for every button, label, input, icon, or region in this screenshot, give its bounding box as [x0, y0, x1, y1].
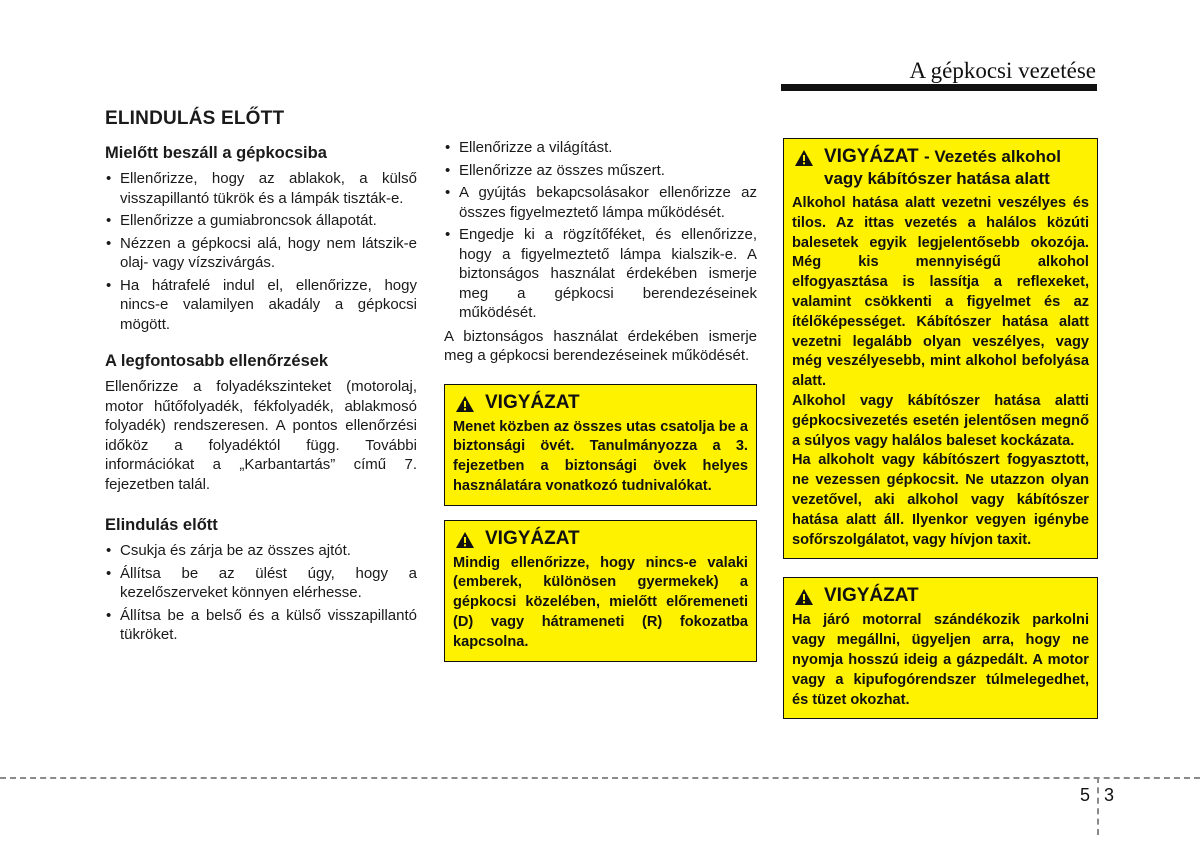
bullet-list	[105, 541, 417, 645]
warning-box-idling	[783, 577, 1098, 719]
footer-divider	[0, 777, 1200, 779]
warning-body: Alkohol vagy kábítószer hatása alatti gépkocsivezetés esetén jelentősen megnő a súlyos vagy halálos baleset kockázata.	[792, 392, 1089, 449]
warning-title	[824, 146, 1089, 190]
warning-triangle-icon	[455, 531, 475, 549]
list-item: • Állítsa be a belső és a külső visszapillantó tükröket.	[105, 606, 417, 645]
warning-box-surroundings	[444, 520, 757, 662]
warning-title-label: VIGYÁZAT	[824, 146, 919, 167]
paragraph: Ellenőrizze a folyadékszinteket (motorolaj, motor hűtőfolyadék, fékfolyadék, ablakmosó folyadék) rendszeresen. A pontos ellenőrzési időköz a folyadéktól függ. További információkat a „Karbantartás” című 7. fejezetben talál.	[105, 378, 417, 493]
warning-body: Menet közben az összes utas csatolja be a biztonsági övét. Tanulmányozza a 3. fejezetben a biztonsági övek helyes használatára vonatkozó tudnivalókat.	[453, 418, 748, 494]
section-important-checks	[105, 352, 417, 494]
column-3	[783, 138, 1098, 733]
warning-title: VIGYÁZAT	[485, 391, 580, 413]
bullet-list	[444, 138, 757, 323]
page-number-divider	[1097, 777, 1099, 835]
list-item: • Ha hátrafelé indul el, ellenőrizze, hogy nincs-e valamilyen akadály a gépkocsi mögött.	[105, 276, 417, 335]
warning-body: Ha alkoholt vagy kábítószert fogyasztott, ne vezessen gépkocsit. Ne utazzon olyan vezetővel, aki alkohol vagy kábítószer hatása alatt áll. Ilyenkor vegyen igénybe sofőrszolgálatot, vagy hívjon taxit.	[792, 452, 1089, 548]
subsection-title: Mielőtt beszáll a gépkocsiba	[105, 144, 327, 162]
list-item: • A gyújtás bekapcsolásakor ellenőrizze az összes figyelmeztető lámpa működését.	[444, 183, 757, 222]
warning-body: Alkohol hatása alatt vezetni veszélyes és tilos. Az ittas vezetés a halálos közúti balesetek egyik legjelentősebb okozója. Még kis mennyiségű alkohol elfogyasztása is lassítja a reflexeket, valamint csökkenti a figyelmet és az ítélőképességet. Kábítószer hatása alatt vezetni legalább olyan veszélyes, vagy még veszélyesebb, mint alkohol befolyása alatt.	[792, 195, 1089, 390]
bullet-list	[105, 169, 417, 334]
warning-title: VIGYÁZAT	[485, 527, 580, 549]
list-item: • Ellenőrizze a gumiabroncsok állapotát.	[105, 211, 417, 231]
chapter-number: 5	[1080, 785, 1091, 805]
list-item: • Engedje ki a rögzítőféket, és ellenőrizze, hogy a figyelmeztető lámpa kialszik-e. A biztonságos használat érdekében ismerje meg a gépkocsi berendezéseinek működését.	[444, 225, 757, 323]
warning-subtitle: - Vezetés alkohol vagy kábítószer hatása alatt	[824, 147, 1061, 188]
warning-title: VIGYÁZAT	[824, 585, 919, 607]
subsection-title: Elindulás előtt	[105, 516, 218, 534]
column-1	[105, 100, 417, 663]
warning-box-seatbelt	[444, 384, 757, 506]
page-header-title: A gépkocsi vezetése	[909, 58, 1096, 83]
warning-box-alcohol	[783, 138, 1098, 559]
warning-triangle-icon	[455, 395, 475, 413]
header-rule	[781, 84, 1097, 91]
list-item: • Ellenőrizze, hogy az ablakok, a külső visszapillantó tükrök és a lámpák tiszták-e.	[105, 169, 417, 208]
list-item: • Ellenőrizze az összes műszert.	[444, 161, 757, 181]
list-item: • Nézzen a gépkocsi alá, hogy nem látszik-e olaj- vagy vízszivárgás.	[105, 234, 417, 273]
warning-body: Ha járó motorral szándékozik parkolni vagy megállni, ügyeljen arra, hogy ne nyomja hosszú ideig a gázpedált. A motor vagy a kipufogórendszer túlmelegedhet, és tüzet okozhat.	[792, 612, 1089, 708]
warning-triangle-icon	[794, 588, 814, 606]
list-item: • Állítsa be az ülést úgy, hogy a kezelőszerveket könnyen elérhesse.	[105, 564, 417, 603]
warning-triangle-icon	[794, 149, 814, 167]
list-item: • Csukja és zárja be az összes ajtót.	[105, 541, 417, 561]
paragraph: A biztonságos használat érdekében ismerje meg a gépkocsi berendezéseinek működését.	[444, 327, 757, 364]
list-item: • Ellenőrizze a világítást.	[444, 138, 757, 158]
page-number: 3	[1104, 785, 1115, 805]
section-heading: ELINDULÁS ELŐTT	[105, 108, 285, 129]
section-before-starting	[105, 516, 417, 645]
section-before-entering	[105, 144, 417, 334]
column-2	[444, 138, 757, 676]
warning-body: Mindig ellenőrizze, hogy nincs-e valaki (emberek, különösen gyermekek) a gépkocsi közelében, mielőtt előremeneti (D) vagy hátrameneti (R) fokozatba kapcsolna.	[453, 554, 748, 650]
subsection-title: A legfontosabb ellenőrzések	[105, 352, 329, 370]
